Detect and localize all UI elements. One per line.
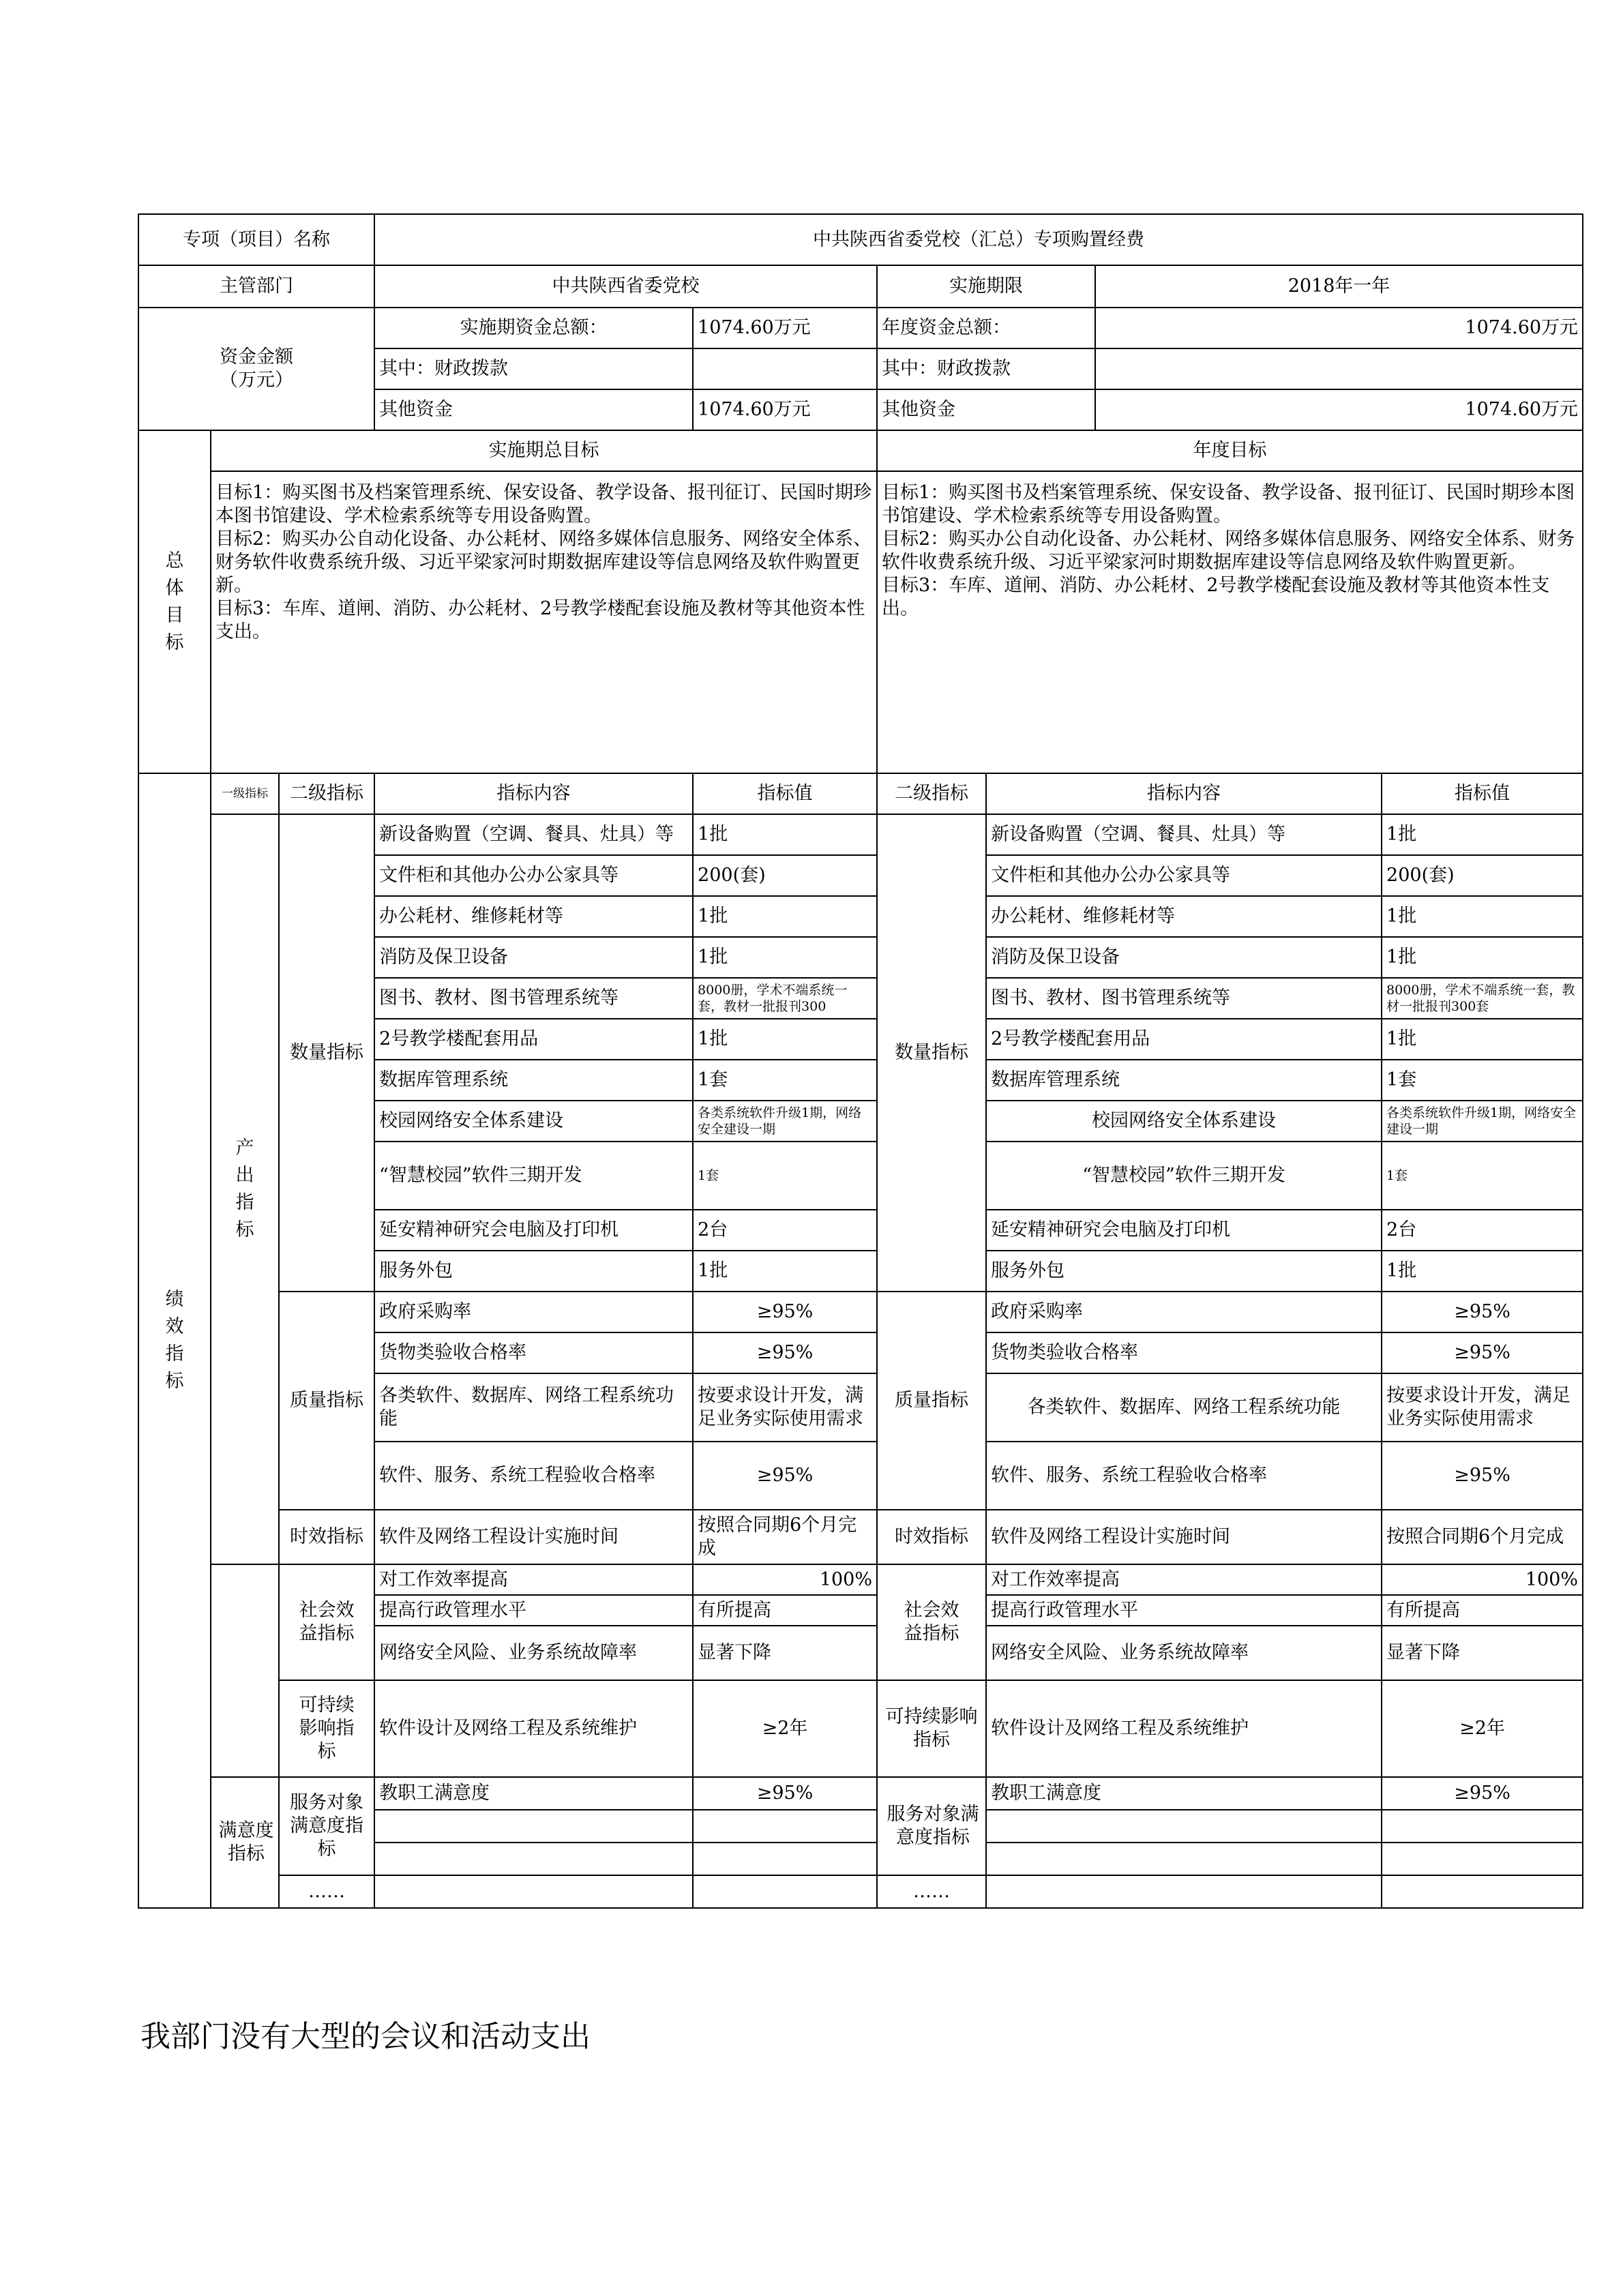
quantity-value: 2台 xyxy=(693,1210,877,1251)
sustain-content-right: 软件设计及网络工程及系统维护 xyxy=(986,1680,1382,1777)
quality-content-right: 软件、服务、系统工程验收合格率 xyxy=(986,1442,1382,1510)
period-goal-text xyxy=(211,471,877,773)
quantity-value-right: 1套 xyxy=(1382,1060,1583,1101)
fund-year-total-label: 年度资金总额： xyxy=(877,308,1095,348)
level2-header-right: 二级指标 xyxy=(877,773,986,814)
quantity-content-right: 新设备购置（空调、餐具、灶具）等 xyxy=(986,814,1382,855)
quality-content-right: 各类软件、数据库、网络工程系统功能 xyxy=(986,1373,1382,1442)
sustain-label xyxy=(279,1680,374,1777)
fund-total-value: 1074.60万元 xyxy=(693,308,877,348)
blank-cell xyxy=(374,1843,693,1875)
quality-content: 政府采购率 xyxy=(374,1292,693,1332)
service-label-text: 服务对象满意度指标 xyxy=(290,1792,364,1860)
dept-value: 中共陕西省委党校 xyxy=(374,265,877,308)
quantity-content-right: 2号教学楼配套用品 xyxy=(986,1019,1382,1060)
satisfaction-content: 教职工满意度 xyxy=(374,1777,693,1810)
blank-cell xyxy=(1382,1843,1583,1875)
quantity-value-right: 1批 xyxy=(1382,937,1583,978)
blank-cell xyxy=(986,1843,1382,1875)
quantity-content-right: 图书、教材、图书管理系统等 xyxy=(986,978,1382,1019)
time-value-right: 按照合同期6个月完成 xyxy=(1382,1510,1583,1564)
quantity-content-right: 办公耗材、维修耗材等 xyxy=(986,896,1382,937)
fund-year-other-label: 其他资金 xyxy=(877,389,1095,430)
output-label-text: 产出指标 xyxy=(235,1137,254,1240)
quantity-content: 数据库管理系统 xyxy=(374,1060,693,1101)
quantity-value: 1批 xyxy=(693,1251,877,1292)
social-content: 对工作效率提高 xyxy=(374,1564,693,1595)
fund-other-value: 1074.60万元 xyxy=(693,389,877,430)
blank-cell xyxy=(693,1875,877,1908)
time-content-right: 软件及网络工程设计实施时间 xyxy=(986,1510,1382,1564)
fund-year-other-value: 1074.60万元 xyxy=(1095,389,1583,430)
fund-total-label: 实施期资金总额： xyxy=(374,308,693,348)
quantity-value-right: 1套 xyxy=(1382,1142,1583,1210)
quantity-content: 服务外包 xyxy=(374,1251,693,1292)
blank-cell xyxy=(1382,1810,1583,1843)
level2-header: 二级指标 xyxy=(279,773,374,814)
funds-label-text: 资金金额（万元） xyxy=(220,346,294,391)
quantity-content: 文件柜和其他办公办公家具等 xyxy=(374,855,693,896)
ellipsis-cell-right: …… xyxy=(877,1875,986,1908)
blank-cell xyxy=(693,1810,877,1843)
fund-year-finance-label: 其中：财政拨款 xyxy=(877,348,1095,389)
quantity-value-right: 2台 xyxy=(1382,1210,1583,1251)
quantity-content: 校园网络安全体系建设 xyxy=(374,1101,693,1142)
blank-cell xyxy=(986,1810,1382,1843)
year-goal-body: 目标1：购买图书及档案管理系统、保安设备、教学设备、报刊征订、民国时期珍本图书馆建设、学术检索系统等专用设备购置。 目标2：购买办公自动化设备、办公耗材、网络多媒体信息服务、网络安全体系、财务软件收费系统升级、习近平梁家河时期数据库建设等信息网络及软件购置更新。 目标3：车库、道闸、消防、办公耗材、2号教学楼配套设施及教材等其他资本性支出。 xyxy=(882,482,1575,619)
perf-label xyxy=(138,773,211,1908)
service-label-right-text: 服务对象满意度指标 xyxy=(887,1804,979,1848)
time-label: 时效指标 xyxy=(279,1510,374,1564)
sustain-label-text: 可持续影响指标 xyxy=(299,1695,355,1762)
social-label xyxy=(279,1564,374,1680)
quantity-value: 1批 xyxy=(693,814,877,855)
time-label-right: 时效指标 xyxy=(877,1510,986,1564)
dept-label: 主管部门 xyxy=(138,265,374,308)
period-label: 实施期限 xyxy=(877,265,1095,308)
quantity-value: 1套 xyxy=(693,1060,877,1101)
sustain-value-right: ≥2年 xyxy=(1382,1680,1583,1777)
quality-content: 软件、服务、系统工程验收合格率 xyxy=(374,1442,693,1510)
service-label-right xyxy=(877,1777,986,1875)
quality-content-right: 政府采购率 xyxy=(986,1292,1382,1332)
social-content-right: 网络安全风险、业务系统故障率 xyxy=(986,1626,1382,1680)
satisfaction-value-right: ≥95% xyxy=(1382,1777,1583,1810)
quality-content-right: 货物类验收合格率 xyxy=(986,1332,1382,1373)
blank-cell xyxy=(986,1875,1382,1908)
quality-label: 质量指标 xyxy=(279,1292,374,1510)
quantity-value-right: 1批 xyxy=(1382,1251,1583,1292)
blank-cell xyxy=(374,1810,693,1843)
quality-value: 按要求设计开发，满足业务实际使用需求 xyxy=(693,1373,877,1442)
quantity-value-right: 各类系统软件升级1期，网络安全建设一期 xyxy=(1382,1101,1583,1142)
period-goal-header: 实施期总目标 xyxy=(211,430,877,471)
social-value: 100% xyxy=(693,1564,877,1595)
social-content: 网络安全风险、业务系统故障率 xyxy=(374,1626,693,1680)
quantity-content: “智慧校园”软件三期开发 xyxy=(374,1142,693,1210)
quality-value-right: 按要求设计开发，满足业务实际使用需求 xyxy=(1382,1373,1583,1442)
quality-content: 货物类验收合格率 xyxy=(374,1332,693,1373)
blank-cell xyxy=(1382,1875,1583,1908)
social-value-right: 显著下降 xyxy=(1382,1626,1583,1680)
quantity-value-right: 1批 xyxy=(1382,896,1583,937)
satisfaction-label xyxy=(211,1777,279,1908)
social-label-right-text: 社会效益指标 xyxy=(904,1600,959,1644)
period-value: 2018年一年 xyxy=(1095,265,1583,308)
quantity-content: 消防及保卫设备 xyxy=(374,937,693,978)
satisfaction-value: ≥95% xyxy=(693,1777,877,1810)
quantity-content-right: 服务外包 xyxy=(986,1251,1382,1292)
quality-value: ≥95% xyxy=(693,1292,877,1332)
ellipsis-cell: …… xyxy=(279,1875,374,1908)
overall-goal-label xyxy=(138,430,211,773)
quantity-label-right: 数量指标 xyxy=(877,814,986,1292)
social-label-text: 社会效益指标 xyxy=(299,1600,355,1644)
social-content-right: 提高行政管理水平 xyxy=(986,1595,1382,1626)
time-value: 按照合同期6个月完成 xyxy=(693,1510,877,1564)
quantity-value-right: 200(套) xyxy=(1382,855,1583,896)
quality-value: ≥95% xyxy=(693,1332,877,1373)
quantity-value: 1批 xyxy=(693,1019,877,1060)
satisfaction-label-text: 满意度指标 xyxy=(218,1820,274,1864)
social-value: 显著下降 xyxy=(693,1626,877,1680)
fund-finance-value xyxy=(693,348,877,389)
social-content-right: 对工作效率提高 xyxy=(986,1564,1382,1595)
quantity-content-right: 数据库管理系统 xyxy=(986,1060,1382,1101)
quality-content: 各类软件、数据库、网络工程系统功能 xyxy=(374,1373,693,1442)
content-header: 指标内容 xyxy=(374,773,693,814)
social-value-right: 有所提高 xyxy=(1382,1595,1583,1626)
fund-finance-label: 其中：财政拨款 xyxy=(374,348,693,389)
quality-value-right: ≥95% xyxy=(1382,1332,1583,1373)
quantity-value-right: 8000册，学术不端系统一套，教材一批报刊300套 xyxy=(1382,978,1583,1019)
service-label xyxy=(279,1777,374,1875)
satisfaction-content-right: 教职工满意度 xyxy=(986,1777,1382,1810)
quality-value: ≥95% xyxy=(693,1442,877,1510)
social-value-right: 100% xyxy=(1382,1564,1583,1595)
quantity-value-right: 1批 xyxy=(1382,1019,1583,1060)
performance-table xyxy=(138,213,1583,1909)
quantity-value: 1批 xyxy=(693,937,877,978)
sustain-label-right xyxy=(877,1680,986,1777)
quantity-value: 各类系统软件升级1期，网络安全建设一期 xyxy=(693,1101,877,1142)
sustain-content: 软件设计及网络工程及系统维护 xyxy=(374,1680,693,1777)
project-name-value: 中共陕西省委党校（汇总）专项购置经费 xyxy=(374,214,1583,265)
quantity-content-right: 延安精神研究会电脑及打印机 xyxy=(986,1210,1382,1251)
fund-year-finance-value xyxy=(1095,348,1583,389)
quantity-value: 8000册，学术不端系统一套，教材一批报刊300 xyxy=(693,978,877,1019)
meeting-note: 我部门没有大型的会议和活动支出 xyxy=(140,2019,591,2054)
quantity-content-right: “智慧校园”软件三期开发 xyxy=(986,1142,1382,1210)
value-header-right: 指标值 xyxy=(1382,773,1583,814)
period-goal-body: 目标1：购买图书及档案管理系统、保安设备、教学设备、报刊征订、民国时期珍本图书馆建设、学术检索系统等专用设备购置。 目标2：购买办公自动化设备、办公耗材、网络多媒体信息服务、网络安全体系、财务软件收费系统升级、习近平梁家河时期数据库建设等信息网络及软件购置更新。 目标3：车库、道闸、消防、办公耗材、2号教学楼配套设施及教材等其他资本性支出。 xyxy=(215,482,872,642)
project-name-label: 专项（项目）名称 xyxy=(138,214,374,265)
fund-year-total-value: 1074.60万元 xyxy=(1095,308,1583,348)
value-header: 指标值 xyxy=(693,773,877,814)
overall-goal-label-text: 总体目标 xyxy=(165,550,184,653)
social-label-right xyxy=(877,1564,986,1680)
quantity-content: 新设备购置（空调、餐具、灶具）等 xyxy=(374,814,693,855)
quantity-content-right: 消防及保卫设备 xyxy=(986,937,1382,978)
effect-level1-blank xyxy=(211,1564,279,1777)
funds-label xyxy=(138,308,374,430)
quantity-value: 1批 xyxy=(693,896,877,937)
sustain-label-right-text: 可持续影响指标 xyxy=(885,1706,978,1750)
fund-other-label: 其他资金 xyxy=(374,389,693,430)
year-goal-header: 年度目标 xyxy=(877,430,1583,471)
quantity-value: 1套 xyxy=(693,1142,877,1210)
quantity-content-right: 文件柜和其他办公办公家具等 xyxy=(986,855,1382,896)
quality-value-right: ≥95% xyxy=(1382,1442,1583,1510)
perf-label-text: 绩效指标 xyxy=(165,1289,184,1392)
sustain-value: ≥2年 xyxy=(693,1680,877,1777)
quantity-content-right: 校园网络安全体系建设 xyxy=(986,1101,1382,1142)
quantity-value: 200(套) xyxy=(693,855,877,896)
output-label xyxy=(211,814,279,1564)
blank-cell xyxy=(374,1875,693,1908)
quantity-content: 图书、教材、图书管理系统等 xyxy=(374,978,693,1019)
quantity-label: 数量指标 xyxy=(279,814,374,1292)
year-goal-text xyxy=(877,471,1583,773)
quantity-value-right: 1批 xyxy=(1382,814,1583,855)
quality-value-right: ≥95% xyxy=(1382,1292,1583,1332)
quality-label-right: 质量指标 xyxy=(877,1292,986,1510)
quantity-content: 办公耗材、维修耗材等 xyxy=(374,896,693,937)
time-content: 软件及网络工程设计实施时间 xyxy=(374,1510,693,1564)
blank-cell xyxy=(693,1843,877,1875)
quantity-content: 延安精神研究会电脑及打印机 xyxy=(374,1210,693,1251)
social-value: 有所提高 xyxy=(693,1595,877,1626)
content-header-right: 指标内容 xyxy=(986,773,1382,814)
level1-header: 一级指标 xyxy=(211,773,279,814)
quantity-content: 2号教学楼配套用品 xyxy=(374,1019,693,1060)
social-content: 提高行政管理水平 xyxy=(374,1595,693,1626)
